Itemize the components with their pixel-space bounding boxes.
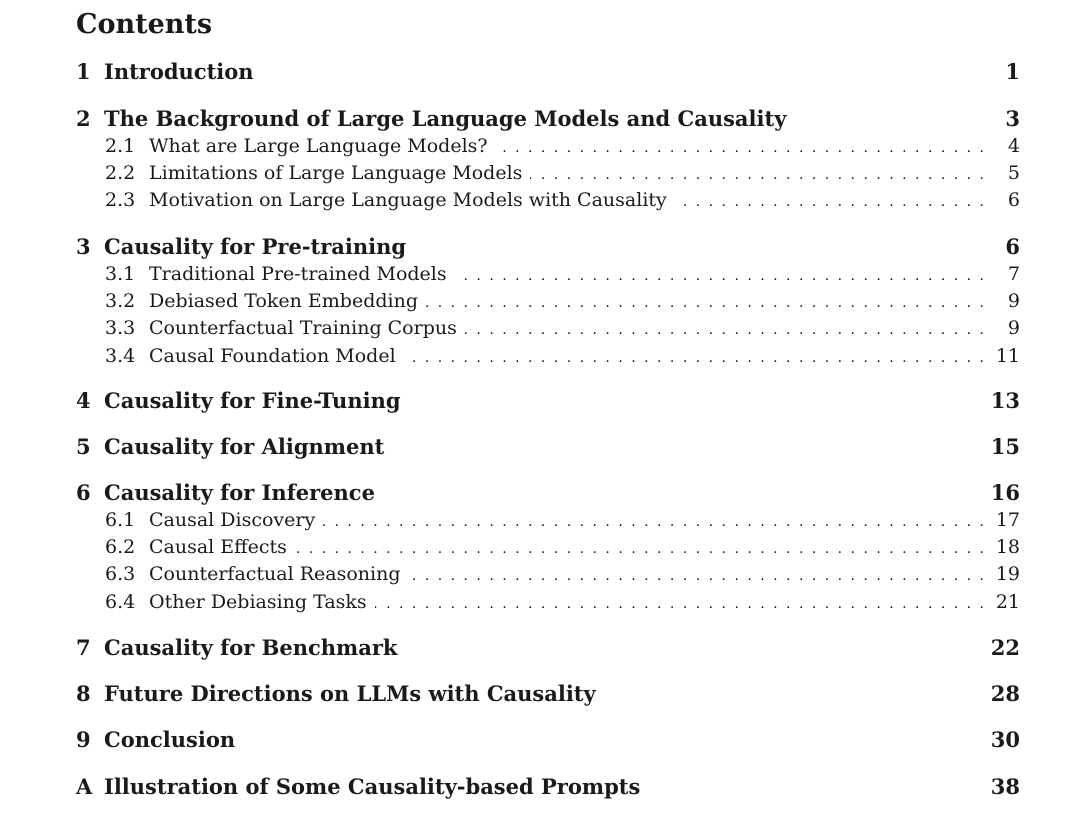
dot-leader bbox=[496, 135, 986, 162]
dot-leader bbox=[404, 345, 986, 372]
section-number: 4 bbox=[76, 388, 91, 413]
subsection-page-number: 17 bbox=[995, 509, 1020, 531]
subsection-page-number: 9 bbox=[1007, 290, 1020, 313]
toc-subsection-2-2[interactable] bbox=[76, 160, 1020, 187]
dot-leader bbox=[375, 591, 986, 618]
subsection-page-number: 19 bbox=[995, 563, 1020, 586]
toc-section-7[interactable] bbox=[76, 634, 1020, 662]
section-title: Causality for Inference bbox=[104, 480, 375, 505]
toc-subsection-3-2[interactable] bbox=[76, 288, 1020, 315]
subsection-page-number: 9 bbox=[1007, 317, 1020, 340]
subsection-title: Causal Effects bbox=[149, 536, 287, 559]
dot-leader bbox=[323, 509, 986, 536]
subsection-page-number: 21 bbox=[995, 590, 1020, 613]
section-title: Causality for Fine-Tuning bbox=[104, 388, 401, 413]
dot-leader bbox=[455, 263, 986, 290]
section-title: The Background of Large Language Models and Causality bbox=[104, 106, 787, 131]
toc-subsection-6-4[interactable] bbox=[76, 589, 1020, 616]
toc-subsection-6-1[interactable] bbox=[76, 507, 1020, 534]
toc-subsection-2-1[interactable] bbox=[76, 133, 1020, 160]
section-title: Causality for Benchmark bbox=[104, 635, 398, 660]
subsection-number: 3.2 bbox=[105, 290, 136, 313]
subsection-number: 3.1 bbox=[105, 263, 136, 285]
section-number: 3 bbox=[76, 234, 91, 259]
dot-leader bbox=[295, 536, 986, 563]
subsection-page-number: 6 bbox=[1007, 189, 1020, 212]
subsection-number: 2.1 bbox=[105, 135, 136, 157]
subsection-title: Other Debiasing Tasks bbox=[149, 590, 367, 613]
section-page-number: 38 bbox=[990, 774, 1020, 799]
section-page-number: 1 bbox=[1005, 59, 1020, 84]
toc-subsection-3-4[interactable] bbox=[76, 343, 1020, 370]
section-title: Introduction bbox=[104, 59, 254, 84]
section-page-number: 15 bbox=[990, 434, 1020, 459]
subsection-number: 6.3 bbox=[105, 563, 136, 586]
subsection-title: Causal Foundation Model bbox=[149, 344, 396, 367]
subsection-title: Motivation on Large Language Models with Causality bbox=[149, 189, 667, 212]
section-page-number: 22 bbox=[990, 635, 1020, 660]
toc-subsection-6-2[interactable] bbox=[76, 534, 1020, 561]
dot-leader bbox=[426, 290, 986, 317]
subsection-number: 6.1 bbox=[105, 509, 136, 531]
subsection-title: Counterfactual Training Corpus bbox=[149, 317, 457, 340]
section-page-number: 30 bbox=[990, 727, 1020, 752]
subsection-title: Counterfactual Reasoning bbox=[149, 563, 401, 586]
section-number: A bbox=[76, 774, 93, 799]
section-number: 5 bbox=[76, 434, 91, 459]
subsection-page-number: 18 bbox=[995, 536, 1020, 559]
toc-section-5[interactable] bbox=[76, 433, 1020, 461]
dot-leader bbox=[409, 563, 986, 590]
section-number: 8 bbox=[76, 681, 91, 706]
subsection-number: 6.2 bbox=[105, 536, 136, 559]
subsection-page-number: 4 bbox=[1007, 135, 1020, 157]
section-page-number: 16 bbox=[990, 480, 1020, 505]
section-title: Future Directions on LLMs with Causality bbox=[104, 681, 596, 706]
dot-leader bbox=[530, 162, 986, 189]
subsection-number: 2.3 bbox=[105, 189, 136, 212]
section-number: 6 bbox=[76, 480, 91, 505]
subsection-title: Debiased Token Embedding bbox=[149, 290, 419, 313]
toc-section-4[interactable] bbox=[76, 387, 1020, 415]
toc-section-3[interactable] bbox=[76, 233, 1020, 261]
toc-section-8[interactable] bbox=[76, 680, 1020, 708]
subsection-title: Limitations of Large Language Models bbox=[149, 162, 523, 185]
subsection-number: 3.4 bbox=[105, 344, 136, 367]
subsection-title: Causal Discovery bbox=[149, 509, 316, 531]
subsection-title: What are Large Language Models? bbox=[149, 135, 488, 157]
section-number: 9 bbox=[76, 727, 91, 752]
toc-section-1[interactable] bbox=[76, 58, 1020, 86]
section-title: Causality for Pre-training bbox=[104, 234, 407, 259]
section-title: Illustration of Some Causality-based Prompts bbox=[104, 774, 641, 799]
subsection-title: Traditional Pre-trained Models bbox=[149, 263, 447, 285]
toc-subsection-2-3[interactable] bbox=[76, 187, 1020, 214]
dot-leader bbox=[675, 189, 986, 216]
toc-subsection-3-3[interactable] bbox=[76, 315, 1020, 342]
toc-subsection-6-3[interactable] bbox=[76, 561, 1020, 588]
subsection-page-number: 11 bbox=[995, 344, 1020, 367]
section-title: Conclusion bbox=[104, 727, 236, 752]
section-title: Causality for Alignment bbox=[104, 434, 385, 459]
toc-section-6[interactable] bbox=[76, 479, 1020, 507]
section-number: 2 bbox=[76, 106, 91, 131]
section-page-number: 3 bbox=[1005, 106, 1020, 131]
section-page-number: 6 bbox=[1005, 234, 1020, 259]
subsection-page-number: 5 bbox=[1007, 162, 1020, 185]
section-number: 1 bbox=[76, 59, 91, 84]
toc-subsection-3-1[interactable] bbox=[76, 261, 1020, 288]
subsection-number: 2.2 bbox=[105, 162, 136, 185]
section-number: 7 bbox=[76, 635, 91, 660]
contents-heading: Contents bbox=[76, 9, 213, 40]
subsection-number: 3.3 bbox=[105, 317, 136, 340]
section-page-number: 13 bbox=[990, 388, 1020, 413]
toc-section-a[interactable] bbox=[76, 773, 1020, 801]
toc-section-2[interactable] bbox=[76, 105, 1020, 133]
section-page-number: 28 bbox=[990, 681, 1020, 706]
subsection-page-number: 7 bbox=[1007, 263, 1020, 285]
toc-section-9[interactable] bbox=[76, 726, 1020, 754]
subsection-number: 6.4 bbox=[105, 590, 136, 613]
dot-leader bbox=[465, 317, 986, 344]
